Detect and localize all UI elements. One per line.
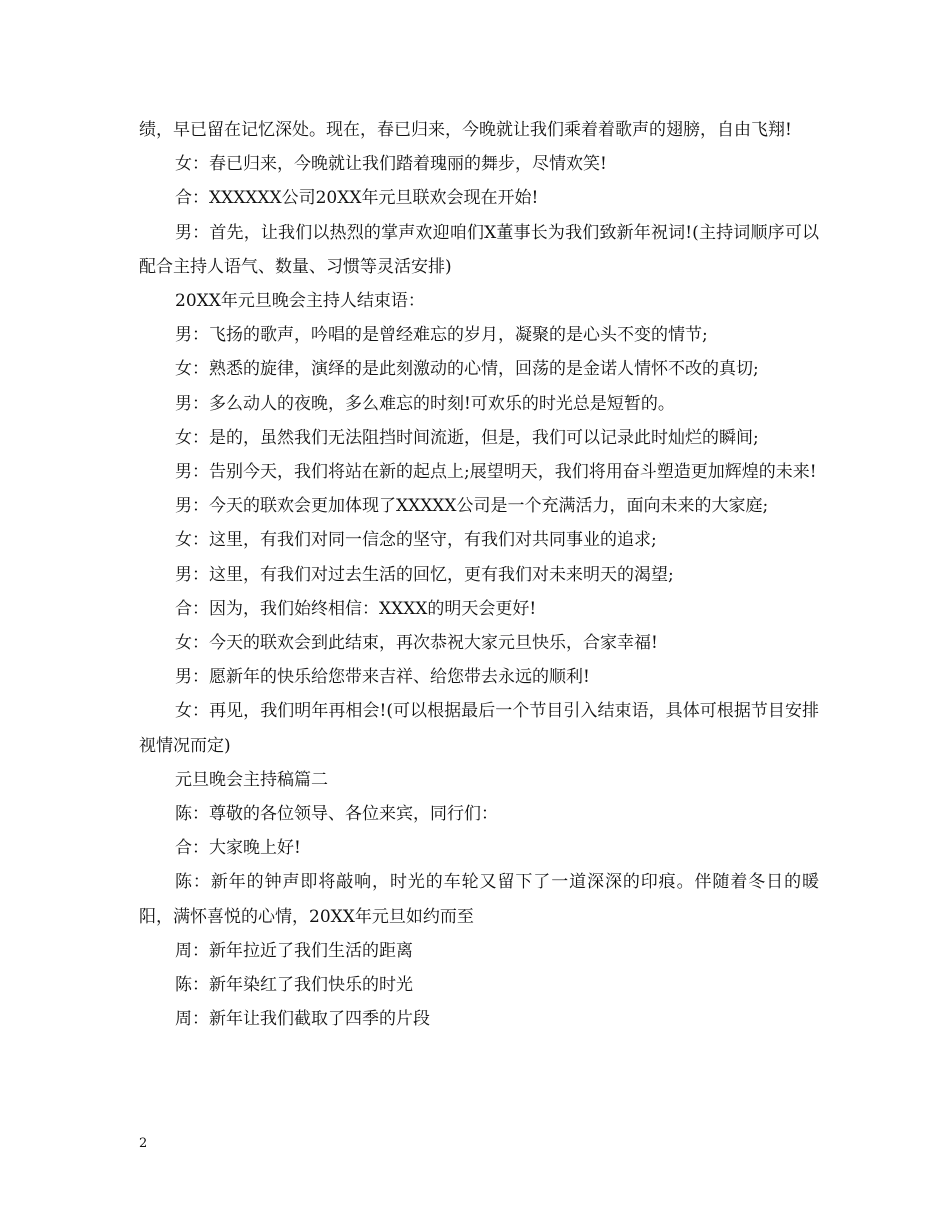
paragraph: 女：春已归来，今晚就让我们踏着瑰丽的舞步，尽情欢笑! — [175, 154, 607, 175]
paragraph: 陈：新年的钟声即将敲响，时光的车轮又留下了一道深深的印痕。伴随着冬日的暖阳，满怀喜悦的心情，20XX年元旦如约而至 — [139, 872, 819, 927]
paragraph: 男：这里，有我们对过去生活的回忆，更有我们对未来明天的渴望; — [175, 564, 674, 585]
paragraph: 女：是的，虽然我们无法阻挡时间流逝，但是，我们可以记录此时灿烂的瞬间; — [175, 427, 759, 448]
section-heading: 20XX年元旦晚会主持人结束语： — [175, 291, 425, 312]
paragraph: 陈：尊敬的各位领导、各位来宾，同行们： — [175, 804, 498, 825]
paragraph: 合：因为，我们始终相信：XXXX的明天会更好! — [175, 598, 537, 619]
paragraph: 周：新年让我们截取了四季的片段 — [175, 1009, 430, 1030]
paragraph: 男：飞扬的歌声，吟唱的是曾经难忘的岁月，凝聚的是心头不变的情节; — [175, 325, 708, 346]
paragraph: 陈：新年染红了我们快乐的时光 — [175, 975, 413, 996]
paragraph: 男：今天的联欢会更加体现了XXXXX公司是一个充满活力，面向未来的大家庭; — [175, 496, 769, 517]
document-body — [139, 113, 819, 1036]
paragraph: 女：今天的联欢会到此结束，再次恭祝大家元旦快乐，合家幸福! — [175, 633, 658, 654]
paragraph: 男：告别今天，我们将站在新的起点上;展望明天，我们将用奋斗塑造更加辉煌的未来! — [175, 462, 817, 483]
paragraph: 女：熟悉的旋律，演绎的是此刻激动的心情，回荡的是金诺人情怀不改的真切; — [175, 359, 759, 380]
paragraph: 女：再见，我们明年再相会!(可以根据最后一个节目引入结束语，具体可根据节目安排视情况而定) — [139, 701, 819, 756]
section-heading: 元旦晚会主持稿篇二 — [175, 769, 328, 790]
paragraph: 男：愿新年的快乐给您带来吉祥、给您带去永远的顺利! — [175, 667, 590, 688]
paragraph: 女：这里，有我们对同一信念的坚守，有我们对共同事业的追求; — [175, 530, 657, 551]
paragraph: 男：多么动人的夜晚，多么难忘的时刻!可欢乐的时光总是短暂的。 — [175, 393, 675, 414]
paragraph: 合：XXXXXX公司20XX年元旦联欢会现在开始! — [175, 188, 539, 209]
paragraph: 绩，早已留在记忆深处。现在，春已归来，今晚就让我们乘着着歌声的翅膀，自由飞翔! — [139, 120, 792, 140]
paragraph: 男：首先，让我们以热烈的掌声欢迎咱们X董事长为我们致新年祝词!(主持词顺序可以配合主持人语气、数量、习惯等灵活安排) — [139, 222, 819, 277]
page-number: 2 — [139, 1136, 148, 1151]
paragraph: 合：大家晚上好! — [175, 838, 301, 859]
paragraph: 周：新年拉近了我们生活的距离 — [175, 940, 413, 961]
